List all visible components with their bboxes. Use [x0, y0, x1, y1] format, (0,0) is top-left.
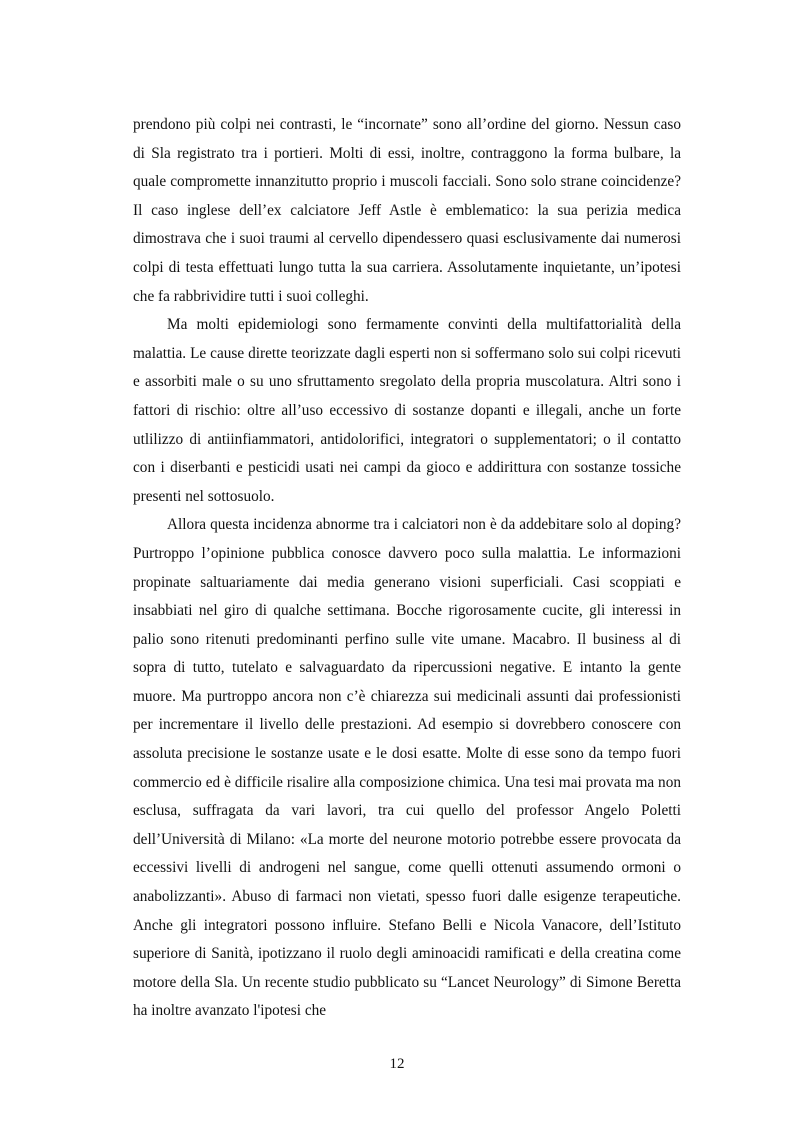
body-text: [133, 111, 681, 1026]
paragraph-3: Allora questa incidenza abnorme tra i calciatori non è da addebitare solo al doping? Purtroppo l’opinione pubblica conosce davvero poco sulla malattia. Le informazioni propinate saltuariamente dai media generano visioni superficiali. Casi scoppiati e insabbiati nel giro di qualche settimana. Bocche rigorosamente cucite, gli interessi in palio sono ritenuti predominanti perfino sulle vite umane. Macabro. Il business al di sopra di tutto, tutelato e salvaguardato da ripercussioni negative. E intanto la gente muore. Ma purtroppo ancora non c’è chiarezza sui medicinali assunti dai professionisti per incrementare il livello delle prestazioni. Ad esempio si dovrebbero conoscere con assoluta precisione le sostanze usate e le dosi esatte. Molte di esse sono da tempo fuori commercio ed è difficile risalire alla composizione chimica. Una tesi mai provata ma non esclusa, suffragata da vari lavori, tra cui quello del professor Angelo Poletti dell’Università di Milano: «La morte del neurone motorio potrebbe essere provocata da eccessivi livelli di androgeni nel sangue, come quelli ottenuti assumendo ormoni o anabolizzanti». Abuso di farmaci non vietati, spesso fuori dalle esigenze terapeutiche. Anche gli integratori possono influire. Stefano Belli e Nicola Vanacore, dell’Istituto superiore di Sanità, ipotizzano il ruolo degli aminoacidi ramificati e della creatina come motore della Sla. Un recente studio pubblicato su “Lancet Neurology” di Simone Beretta ha inoltre avanzato l'ipotesi che: [133, 516, 681, 1020]
paragraph-2: Ma molti epidemiologi sono fermamente convinti della multifattorialità della malattia. Le cause dirette teorizzate dagli esperti non si soffermano solo sui colpi ricevuti e assorbiti male o su uno sfruttamento sregolato della propria muscolatura. Altri sono i fattori di rischio: oltre all’uso eccessivo di sostanze dopanti e illegali, anche un forte utlilizzo di antiinfiammatori, antidolorifici, integratori o supplementatori; o il contatto con i diserbanti e pesticidi usati nei campi da gioco e addirittura con sostanze tossiche presenti nel sottosuolo.: [133, 316, 681, 505]
paragraph-1: prendono più colpi nei contrasti, le “incornate” sono all’ordine del giorno. Nessun caso di Sla registrato tra i portieri. Molti di essi, inoltre, contraggono la forma bulbare, la quale compromette innanzitutto proprio i muscoli facciali. Sono solo strane coincidenze? Il caso inglese dell’ex calciatore Jeff Astle è emblematico: la sua perizia medica dimostrava che i suoi traumi al cervello dipendessero quasi esclusivamente dai numerosi colpi di testa effettuati lungo tutta la sua carriera. Assolutamente inquietante, un’ipotesi che fa rabbrividire tutti i suoi colleghi.: [133, 116, 681, 305]
page-number: 12: [389, 1056, 405, 1072]
